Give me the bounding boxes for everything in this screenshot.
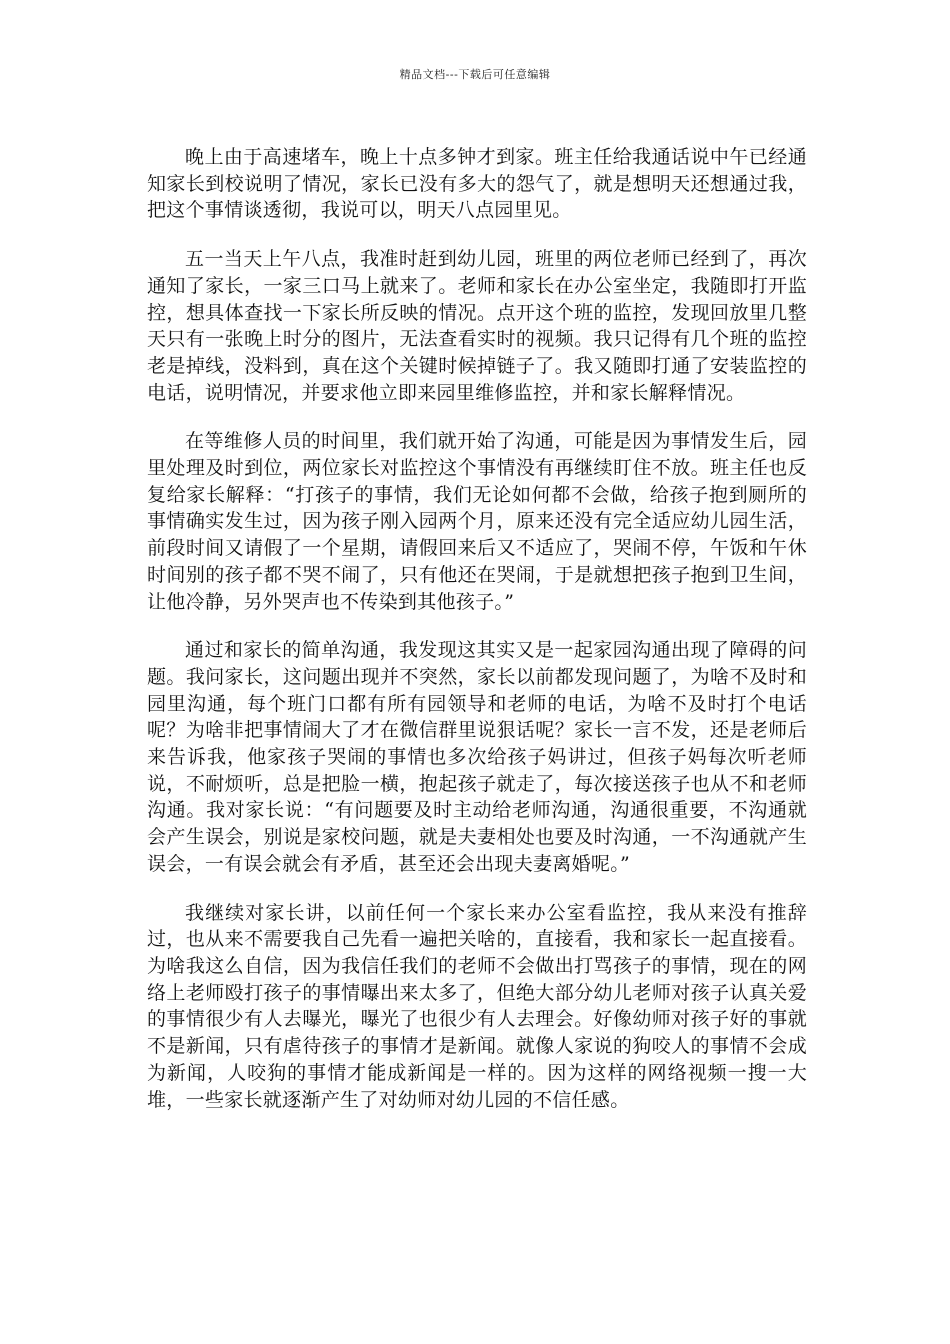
paragraph-1: 晚上由于高速堵车，晚上十点多钟才到家。班主任给我通话说中午已经通知家长到校说明了情况，家长已没有多大的怨气了，就是想明天还想通过我，把这个事情谈透彻，我说可以，明天八点园里见。 <box>147 146 807 222</box>
page-header: 精品文档---下载后可任意编辑 <box>399 68 551 81</box>
document-body <box>147 144 807 1135</box>
paragraph-5: 我继续对家长讲，以前任何一个家长来办公室看监控，我从来没有推辞过，也从来不需要我自己先看一遍把关啥的，直接看，我和家长一起直接看。为啥我这么自信，因为我信任我们的老师不会做出打骂孩子的事情，现在的网络上老师殴打孩子的事情曝出来太多了，但绝大部分幼儿老师对孩子认真关爱的事情很少有人去曝光，曝光了也很少有人去理会。好像幼师对孩子好的事就不是新闻，只有虐待孩子的事情才是新闻。就像人家说的狗咬人的事情不会成为新闻，人咬狗的事情才能成新闻是一样的。因为这样的网络视频一搜一大堆，一些家长就逐渐产生了对幼师对幼儿园的不信任感。 <box>147 901 807 1111</box>
paragraph-4: 通过和家长的简单沟通，我发现这其实又是一起家园沟通出现了障碍的问题。我问家长，这问题出现并不突然，家长以前都发现问题了，为啥不及时和园里沟通，每个班门口都有所有园领导和老师的电话，为啥不及时打个电话呢？为啥非把事情闹大了才在微信群里说狠话呢？家长一言不发，还是老师后来告诉我，他家孩子哭闹的事情也多次给孩子妈讲过，但孩子妈每次听老师说，不耐烦听，总是把脸一横，抱起孩子就走了，每次接送孩子也从不和老师沟通。我对家长说：“有问题要及时主动给老师沟通，沟通很重要，不沟通就会产生误会，别说是家校问题，就是夫妻相处也要及时沟通，一不沟通就产生误会，一有误会就会有矛盾，甚至还会出现夫妻离婚呢。” <box>147 639 807 875</box>
paragraph-3: 在等维修人员的时间里，我们就开始了沟通，可能是因为事情发生后，园里处理及时到位，两位家长对监控这个事情没有再继续盯住不放。班主任也反复给家长解释：“打孩子的事情，我们无论如何都不会做，给孩子抱到厕所的事情确实发生过，因为孩子刚入园两个月，原来还没有完全适应幼儿园生活，前段时间又请假了一个星期，请假回来后又不适应了，哭闹不停，午饭和午休时间别的孩子都不哭不闹了，只有他还在哭闹，于是就想把孩子抱到卫生间，让他冷静，另外哭声也不传染到其他孩子。” <box>147 430 807 613</box>
paragraph-2: 五一当天上午八点，我准时赶到幼儿园，班里的两位老师已经到了，再次通知了家长，一家三口马上就来了。老师和家长在办公室坐定，我随即打开监控，想具体查找一下家长所反映的情况。点开这个班的监控，发现回放里几整天只有一张晚上时分的图片，无法查看实时的视频。我只记得有几个班的监控老是掉线，没料到，真在这个关键时候掉链子了。我又随即打通了安装监控的电话，说明情况，并要求他立即来园里维修监控，并和家长解释情况。 <box>147 248 807 404</box>
